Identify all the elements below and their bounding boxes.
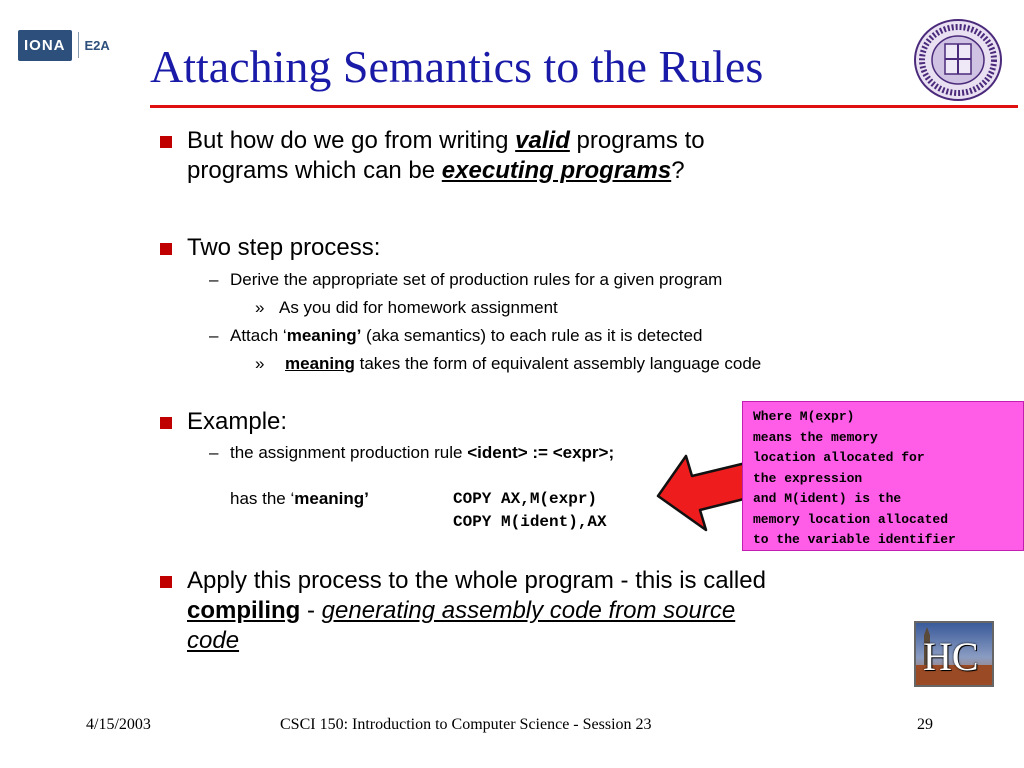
- bullet-2-sub-1-text: Derive the appropriate set of production rules for a given program: [230, 270, 723, 289]
- bullet-square-icon: [160, 136, 172, 148]
- bullet-square-icon: [160, 243, 172, 255]
- footer-page-number: 29: [917, 716, 933, 733]
- bullet-1-text-2: programs which can be: [187, 157, 442, 184]
- has-the-text: has the ‘: [230, 489, 295, 508]
- bullet-2-sub-1-sub: [255, 298, 558, 318]
- bullet-1-line-1: [187, 126, 705, 156]
- meaning-bold: meaning’: [294, 489, 369, 508]
- chevron-marker: »: [255, 354, 265, 373]
- bullet-2-sub-2-text: [230, 326, 702, 346]
- bullet-2-sub-2-sub-text: [285, 354, 761, 374]
- bullet-square-icon: [160, 576, 172, 588]
- bullet-1-line-2: [187, 156, 685, 186]
- note-line: and M(ident) is the: [753, 491, 902, 506]
- note-line: location allocated for: [753, 450, 925, 465]
- attach-text: Attach ‘: [230, 326, 287, 345]
- generating-italic: generating assembly code from source: [321, 597, 736, 624]
- dash-marker: –: [209, 326, 219, 345]
- bullet-1-question: ?: [671, 157, 685, 184]
- footer-course: CSCI 150: Introduction to Computer Science - Session 23: [280, 716, 652, 733]
- college-seal-icon: [913, 18, 1003, 102]
- bullet-4-line-2: [187, 596, 735, 626]
- memory-note-box: [742, 401, 1024, 551]
- dash-marker: –: [209, 270, 219, 289]
- executing-programs-emphasis: executing programs: [441, 157, 672, 184]
- logo-suffix: E2A: [84, 37, 110, 53]
- slide-title: Attaching Semantics to the Rules: [150, 41, 764, 92]
- compiling-emphasis: compiling: [187, 597, 301, 624]
- valid-emphasis: valid: [515, 127, 570, 154]
- footer-date: 4/15/2003: [86, 716, 151, 733]
- iona-logo: [18, 27, 122, 63]
- bullet-2-text: Two step process:: [187, 234, 381, 261]
- bullet-square-icon: [160, 417, 172, 429]
- logo-divider: [78, 32, 79, 58]
- attach-post-text: (aka semantics) to each rule as it is detected: [361, 326, 703, 345]
- bullet-3-sub-1: [209, 443, 615, 463]
- code-line-1: COPY AX,M(expr): [453, 490, 598, 508]
- bullet-2-sub-1: [209, 270, 723, 290]
- bullet-4: [160, 566, 860, 658]
- meaning-post-text: takes the form of equivalent assembly language code: [354, 354, 762, 373]
- rule-text: the assignment production rule: [230, 443, 468, 462]
- chevron-marker: »: [255, 298, 265, 317]
- bullet-2-sub-2-sub: [255, 354, 762, 374]
- bullet-2: [160, 233, 560, 263]
- title-divider: [150, 105, 1018, 108]
- note-line: the expression: [753, 470, 863, 486]
- bullet-4-line-1: Apply this process to the whole program - this is called: [187, 567, 766, 594]
- code-italic: code: [187, 627, 240, 654]
- bullet-3-sub-1-text: [230, 443, 614, 463]
- bullet-2-sub-2: [209, 326, 703, 346]
- dash-marker: –: [209, 443, 219, 462]
- hc-text: HC: [923, 634, 979, 679]
- bullet-2-sub-1-sub-text: As you did for homework assignment: [279, 298, 558, 317]
- bullet-3: [160, 407, 460, 437]
- bullet-4-line-3: [187, 626, 239, 656]
- dash-separator: -: [300, 597, 322, 624]
- bullet-1: [160, 126, 860, 188]
- meaning-underlined: meaning: [285, 354, 355, 373]
- note-line: means the memory: [753, 429, 878, 445]
- bullet-1-text: But how do we go from writing: [187, 127, 516, 154]
- note-line: Where M(expr): [753, 409, 855, 424]
- production-rule: <ident> := <expr>;: [467, 443, 615, 462]
- note-line: to the variable identifier: [753, 532, 956, 547]
- bullet-1-text-post: programs to: [569, 127, 705, 154]
- hc-badge: [914, 621, 994, 687]
- logo-text: IONA: [18, 30, 72, 61]
- bullet-3-text: Example:: [187, 408, 288, 435]
- code-line-2: COPY M(ident),AX: [453, 513, 607, 531]
- has-meaning-label: [230, 489, 369, 509]
- meaning-emphasis: meaning’: [286, 326, 362, 345]
- note-line: memory location allocated: [753, 511, 949, 527]
